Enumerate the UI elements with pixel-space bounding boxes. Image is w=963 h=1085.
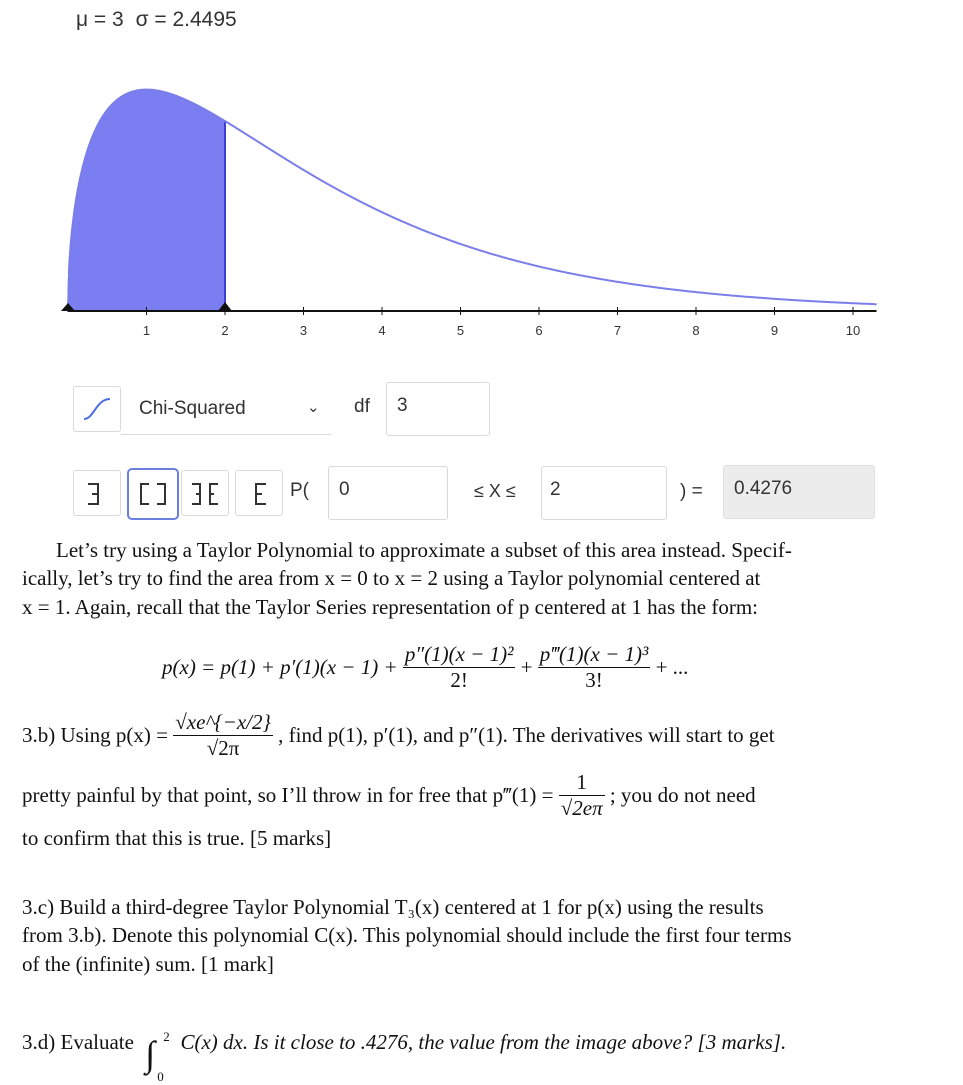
para1-line3: x = 1. Again, recall that the Taylor Series representation of p centered at 1 has the form:: [22, 595, 758, 619]
fraction-3-denominator: 3!: [585, 668, 603, 692]
formula-fraction-2: [403, 642, 516, 693]
upper-bound-input[interactable]: [541, 466, 667, 520]
question-3c-line3: of the (infinite) sum. [1 mark]: [22, 952, 274, 976]
interval-button[interactable]: [127, 468, 179, 520]
formula-tail: + ...: [655, 655, 689, 679]
question-3c-line1: 3.c) Build a third-degree Taylor Polynomial T₃(x) centered at 1 for p(x) using the results: [22, 895, 764, 919]
two-tailed-icon: [182, 471, 228, 515]
distribution-curve-icon: [74, 387, 120, 431]
left-sided-button[interactable]: [73, 470, 121, 516]
fraction-2-numerator: p″(1)(x − 1)²: [404, 642, 514, 666]
interval-icon: [129, 470, 177, 518]
q3b-frac2-denominator: √2eπ: [560, 796, 603, 820]
distribution-select[interactable]: [121, 386, 331, 435]
fraction-2-denominator: 2!: [450, 668, 468, 692]
probability-result-value: 0.4276: [734, 478, 793, 499]
chevron-down-icon: ⌄: [307, 399, 320, 416]
q3b-function-fraction: [173, 710, 273, 761]
probability-label: P(: [290, 480, 309, 501]
q3b-line2-end: ; you do not need: [609, 783, 756, 807]
right-sided-button[interactable]: [235, 470, 283, 516]
para1-line1: Let’s try using a Taylor Polynomial to approximate a subset of this area instead. Specif-: [56, 538, 792, 562]
lower-bound-value: 0: [339, 479, 350, 500]
x-tick-label: 3: [299, 323, 308, 338]
taylor-series-formula: [162, 642, 688, 693]
integral-symbol: ∫: [145, 1034, 156, 1074]
distribution-graph[interactable]: [0, 0, 963, 350]
x-tick-label: 8: [692, 323, 700, 338]
q3b-frac2-numerator: 1: [559, 770, 605, 796]
equals-label: ) =: [680, 481, 703, 502]
q3b-line2-start: pretty painful by that point, so I’ll throw in for free that p‴(1) =: [22, 783, 554, 807]
probability-result: [723, 465, 875, 519]
question-3b-line2: [22, 770, 756, 821]
shaded-area: [68, 90, 225, 311]
question-3c-line2: from 3.b). Denote this polynomial C(x). This polynomial should include the first four terms: [22, 923, 792, 947]
q3b-numerator: √xe^{−x/2}: [175, 710, 271, 734]
para1-line2: ically, let’s try to find the area from x = 0 to x = 2 using a Taylor polynomial centered at: [22, 566, 761, 590]
integral-lower-limit: 0: [157, 1069, 164, 1084]
x-tick-label: 5: [456, 323, 465, 338]
x-tick-label: 6: [535, 323, 543, 338]
right-sided-icon: [236, 471, 282, 515]
x-tick-label: 1: [142, 323, 151, 338]
distribution-select-value: Chi-Squared: [139, 398, 246, 419]
two-tailed-button[interactable]: [181, 470, 229, 516]
plus-sign: +: [520, 655, 533, 679]
q3d-rest: C(x) dx. Is it close to .4276, the value from the image above? [3 marks].: [180, 1030, 787, 1054]
q3d-prefix: 3.d) Evaluate: [22, 1030, 134, 1054]
lower-bound-input[interactable]: [328, 466, 448, 520]
sigma-label: σ = 2.4495: [135, 8, 237, 31]
left-sided-icon: [74, 471, 120, 515]
formula-lhs: p(x) = p(1) + p′(1)(x − 1) +: [162, 655, 398, 679]
q3b-denominator: √2π: [206, 736, 240, 760]
x-tick-label: 2: [221, 323, 229, 338]
x-tick-label: 7: [613, 323, 622, 338]
q3b-third-derivative-fraction: [559, 770, 605, 821]
x-tick-label: 4: [378, 323, 386, 338]
mean-label: μ = 3: [76, 8, 124, 31]
q3b-prefix: 3.b) Using p(x) =: [22, 723, 168, 747]
graph-toggle-button[interactable]: [73, 386, 121, 432]
x-tick-label: 10: [845, 323, 861, 338]
df-input[interactable]: [386, 382, 490, 436]
x-tick-label: 9: [770, 323, 779, 338]
df-label: df: [354, 396, 370, 417]
formula-fraction-3: [538, 642, 651, 693]
df-input-value: 3: [397, 395, 408, 416]
question-3b-line1: [22, 710, 775, 761]
question-3b-line3: to confirm that this is true. [5 marks]: [22, 826, 332, 850]
fraction-3-numerator: p‴(1)(x − 1)³: [539, 642, 649, 666]
upper-bound-value: 2: [550, 479, 561, 500]
question-3d: [22, 1029, 787, 1084]
integral-upper-limit: 2: [163, 1029, 170, 1044]
inequality-label: ≤ X ≤: [474, 481, 516, 501]
q3b-rest: , find p(1), p′(1), and p″(1). The derivatives will start to get: [278, 723, 775, 747]
